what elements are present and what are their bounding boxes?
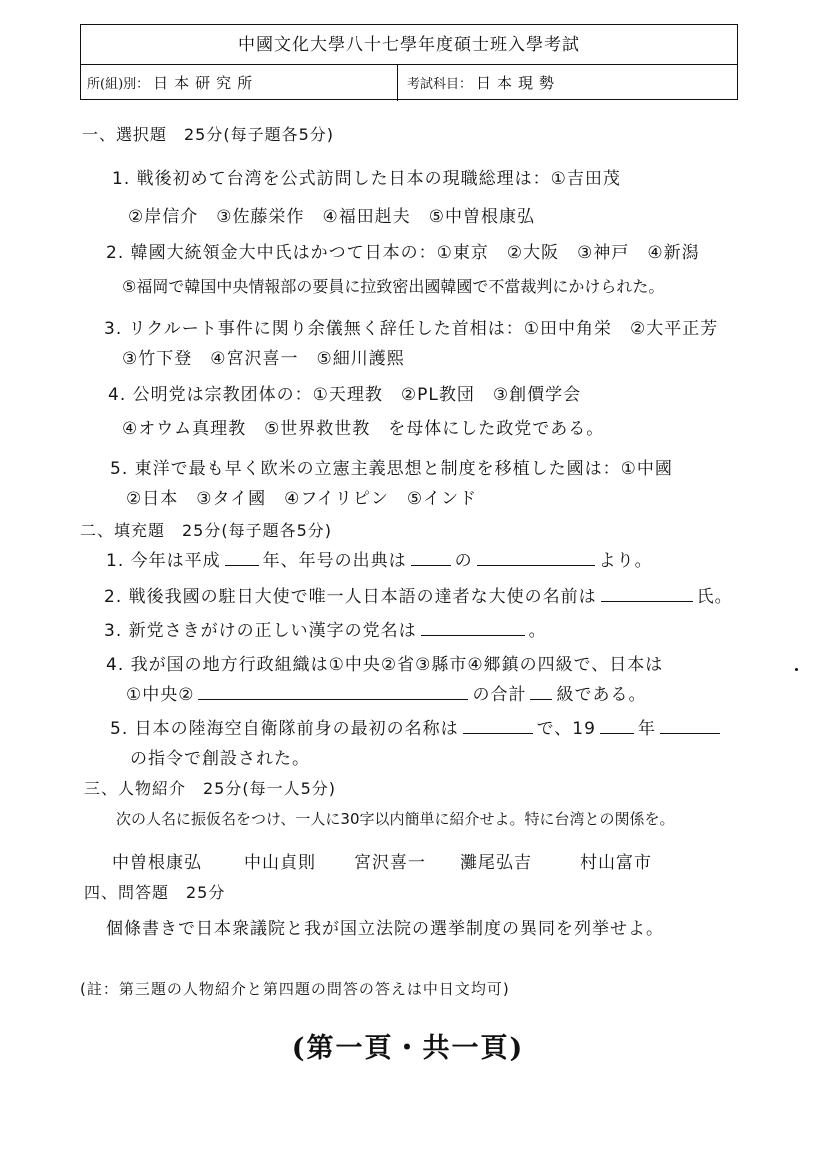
s2-q5-line1 xyxy=(110,714,724,739)
exam-title: 中國文化大學八十七學年度碩士班入學考試 xyxy=(81,25,737,65)
s2-q1-blank-title xyxy=(477,551,595,566)
section4-question: 個條書きで日本衆議院と我が国立法院の選挙制度の異同を列挙せよ。 xyxy=(106,919,664,939)
s1-q2-line1: 2. 韓國大統領金大中氏はかつて日本の：①東京 ②大阪 ③神戸 ④新潟 xyxy=(106,243,700,263)
subject-label: 考試科目： xyxy=(407,77,473,92)
s2-q1 xyxy=(106,546,653,571)
s1-q3-line2: ③竹下登 ④宮沢喜一 ⑤細川護熙 xyxy=(122,349,405,369)
s2-q1-text-a: 1. 今年は平成 xyxy=(106,551,221,571)
s2-q5-blank-name xyxy=(463,719,533,734)
department-label: 所(組)別： xyxy=(87,77,150,92)
subject-cell xyxy=(407,65,727,101)
scan-speck xyxy=(795,668,798,671)
person-name-3: 宮沢喜一 xyxy=(354,853,426,873)
section4-heading: 四、問答題 25分 xyxy=(84,883,226,902)
s1-q1-line2: ②岸信介 ③佐藤栄作 ④福田赳夫 ⑤中曽根康弘 xyxy=(128,207,535,227)
s2-q3 xyxy=(104,616,547,641)
page-footer: (第一頁・共一頁) xyxy=(291,1033,525,1064)
section3-instruction: 次の人名に振仮名をつけ、一人に30字以内簡単に紹介せよ。特に台湾との関係を。 xyxy=(116,810,675,828)
s2-q5-text-b: で、19 xyxy=(536,719,596,739)
s2-q4-blank-list xyxy=(198,685,468,700)
s1-q2-line2: ⑤福岡で韓国中央情報部の要員に拉致密出國韓國で不當裁判にかけられた。 xyxy=(122,277,665,296)
s2-q1-blank-source xyxy=(411,551,451,566)
s2-q4-text-a: ①中央② xyxy=(126,685,195,705)
answer-language-note: (註：第三題の人物紹介と第四題の問答の答えは中日文均可) xyxy=(80,980,510,998)
s2-q5-blank-order xyxy=(660,719,720,734)
s2-q4-line2 xyxy=(126,680,646,705)
section3-heading: 三、人物紹介 25分(每一人5分) xyxy=(84,779,337,798)
s2-q5-text-a: 5. 日本の陸海空自衛隊前身の最初の名称は xyxy=(110,719,459,739)
exam-header xyxy=(80,24,738,100)
s2-q1-text-c: の xyxy=(454,551,473,571)
s1-q4-line2: ④オウム真理教 ⑤世界救世教 を母体にした政党である。 xyxy=(122,419,605,439)
s2-q3-blank xyxy=(421,621,525,636)
header-info-row xyxy=(81,65,737,101)
s2-q1-text-b: 年、年号の出典は xyxy=(262,551,407,571)
s1-q4-line1: 4. 公明党は宗教团体の：①天理教 ②PL教団 ③創價学会 xyxy=(108,385,582,405)
s2-q4-text-c: 級である。 xyxy=(556,685,647,705)
s2-q2-blank xyxy=(601,587,693,602)
s2-q5-line2: の指令で創設された。 xyxy=(130,749,310,769)
s1-q5-line1: 5. 東洋で最も早く欧米の立憲主義思想と制度を移植した國は：①中國 xyxy=(110,459,673,479)
header-divider xyxy=(397,65,398,101)
s2-q2 xyxy=(104,582,733,607)
s2-q3-period: 。 xyxy=(528,621,547,641)
s1-q1-line1: 1. 戦後初めて台湾を公式訪問した日本の現職総理は：①吉田茂 xyxy=(112,169,621,189)
s2-q1-blank-year xyxy=(225,551,259,566)
s2-q4-blank-count xyxy=(530,685,552,700)
department-value: 日本研究所 xyxy=(153,74,259,92)
s2-q5-text-c: 年 xyxy=(637,719,656,739)
s2-q1-text-d: より。 xyxy=(598,551,653,571)
person-name-1: 中曽根康弘 xyxy=(112,853,202,873)
department-cell xyxy=(87,65,397,101)
s2-q5-blank-year xyxy=(600,719,634,734)
s1-q5-line2: ②日本 ③タイ國 ④フイリピン ⑤インド xyxy=(126,489,478,509)
section1-heading: 一、選択題 25分(每子題各5分) xyxy=(82,125,335,144)
s2-q2-text-a: 2. 戦後我國の駐日大使で唯一人日本語の達者な大使の名前は xyxy=(104,587,597,607)
s1-q3-line1: 3. リクルート事件に関り余儀無く辞任した首相は：①田中角栄 ②大平正芳 xyxy=(104,319,719,339)
s2-q2-text-b: 氏。 xyxy=(696,587,733,607)
s2-q4-text-b: の合計 xyxy=(472,685,527,705)
s2-q3-text-a: 3. 新党さきがけの正しい漢字の党名は xyxy=(104,621,417,641)
section2-heading: 二、填充題 25分(每子題各5分) xyxy=(80,521,333,540)
subject-value: 日本現勢 xyxy=(476,74,561,92)
person-name-5: 村山富市 xyxy=(580,853,652,873)
person-name-4: 灘尾弘吉 xyxy=(460,853,532,873)
person-name-2: 中山貞則 xyxy=(244,853,316,873)
s2-q4-line1: 4. 我が国の地方行政組織は①中央②省③縣市④郷鎮の四級で、日本は xyxy=(106,655,664,675)
